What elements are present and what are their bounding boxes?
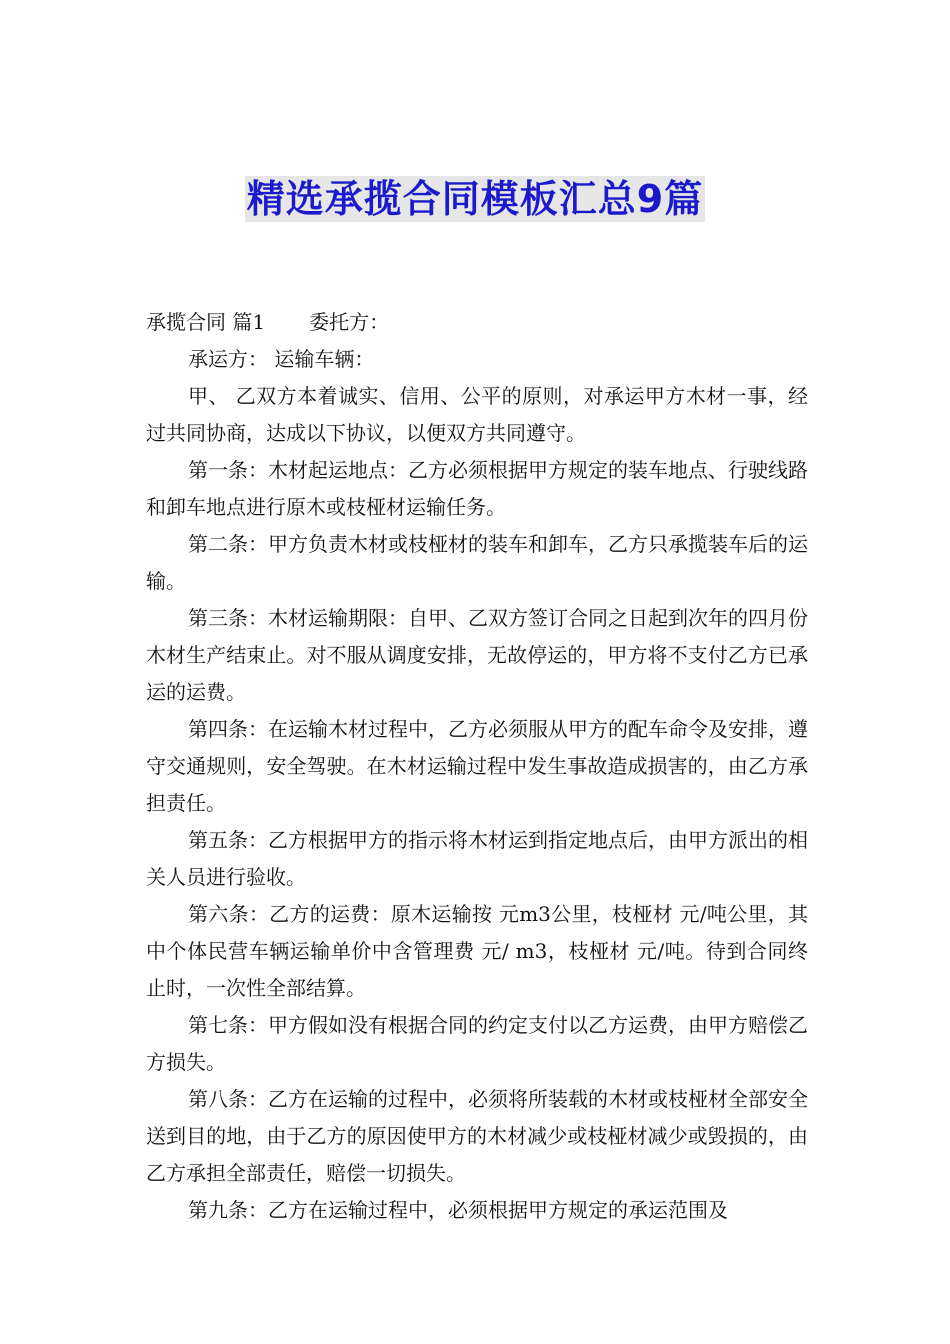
paragraph-article-9: 第九条：乙方在运输过程中，必须根据甲方规定的承运范围及 xyxy=(188,1198,728,1222)
paragraph-article-1: 第一条：木材起运地点：乙方必须根据甲方规定的装车地点、行驶线路和卸车地点进行原木或枝桠材运输任务。 xyxy=(146,458,808,519)
section-heading-line xyxy=(146,304,808,341)
paragraph-article-6: 第六条：乙方的运费：原木运输按 元m3公里，枝桠材 元/吨公里，其中个体民营车辆运输单价中含管理费 元/ m3，枝桠材 元/吨。待到合同终止时，一次性全部结算。 xyxy=(146,902,808,1000)
paragraph-article-4: 第四条：在运输木材过程中，乙方必须服从甲方的配车命令及安排，遵守交通规则，安全驾驶。在木材运输过程中发生事故造成损害的，由乙方承担责任。 xyxy=(146,717,808,815)
paragraph-article-5: 第五条：乙方根据甲方的指示将木材运到指定地点后，由甲方派出的相关人员进行验收。 xyxy=(146,828,808,889)
paragraph-article-8: 第八条：乙方在运输的过程中，必须将所装载的木材或枝桠材全部安全送到目的地，由于乙方的原因使甲方的木材减少或枝桠材减少或毁损的，由乙方承担全部责任，赔偿一切损失。 xyxy=(146,1087,808,1185)
paragraph: 甲、 乙双方本着诚实、信用、公平的原则，对承运甲方木材一事，经过共同协商，达成以下协议，以便双方共同遵守。 xyxy=(146,384,808,445)
client-label: 委托方： xyxy=(309,310,390,334)
paragraph-article-2: 第二条：甲方负责木材或枝桠材的装车和卸车，乙方只承揽装车后的运输。 xyxy=(146,532,808,593)
paragraph: 承运方： 运输车辆： xyxy=(188,347,375,371)
paragraph-article-7: 第七条：甲方假如没有根据合同的约定支付以乙方运费，由甲方赔偿乙方损失。 xyxy=(146,1013,808,1074)
document-body xyxy=(146,304,808,1229)
section-label: 承揽合同 篇1 xyxy=(146,310,266,334)
paragraph-article-3: 第三条：木材运输期限：自甲、乙双方签订合同之日起到次年的四月份木材生产结束止。对不服从调度安排，无故停运的，甲方将不支付乙方已承运的运费。 xyxy=(146,606,808,704)
document-title: 精选承揽合同模板汇总9篇 xyxy=(246,177,704,221)
title-wrapper xyxy=(0,176,950,222)
